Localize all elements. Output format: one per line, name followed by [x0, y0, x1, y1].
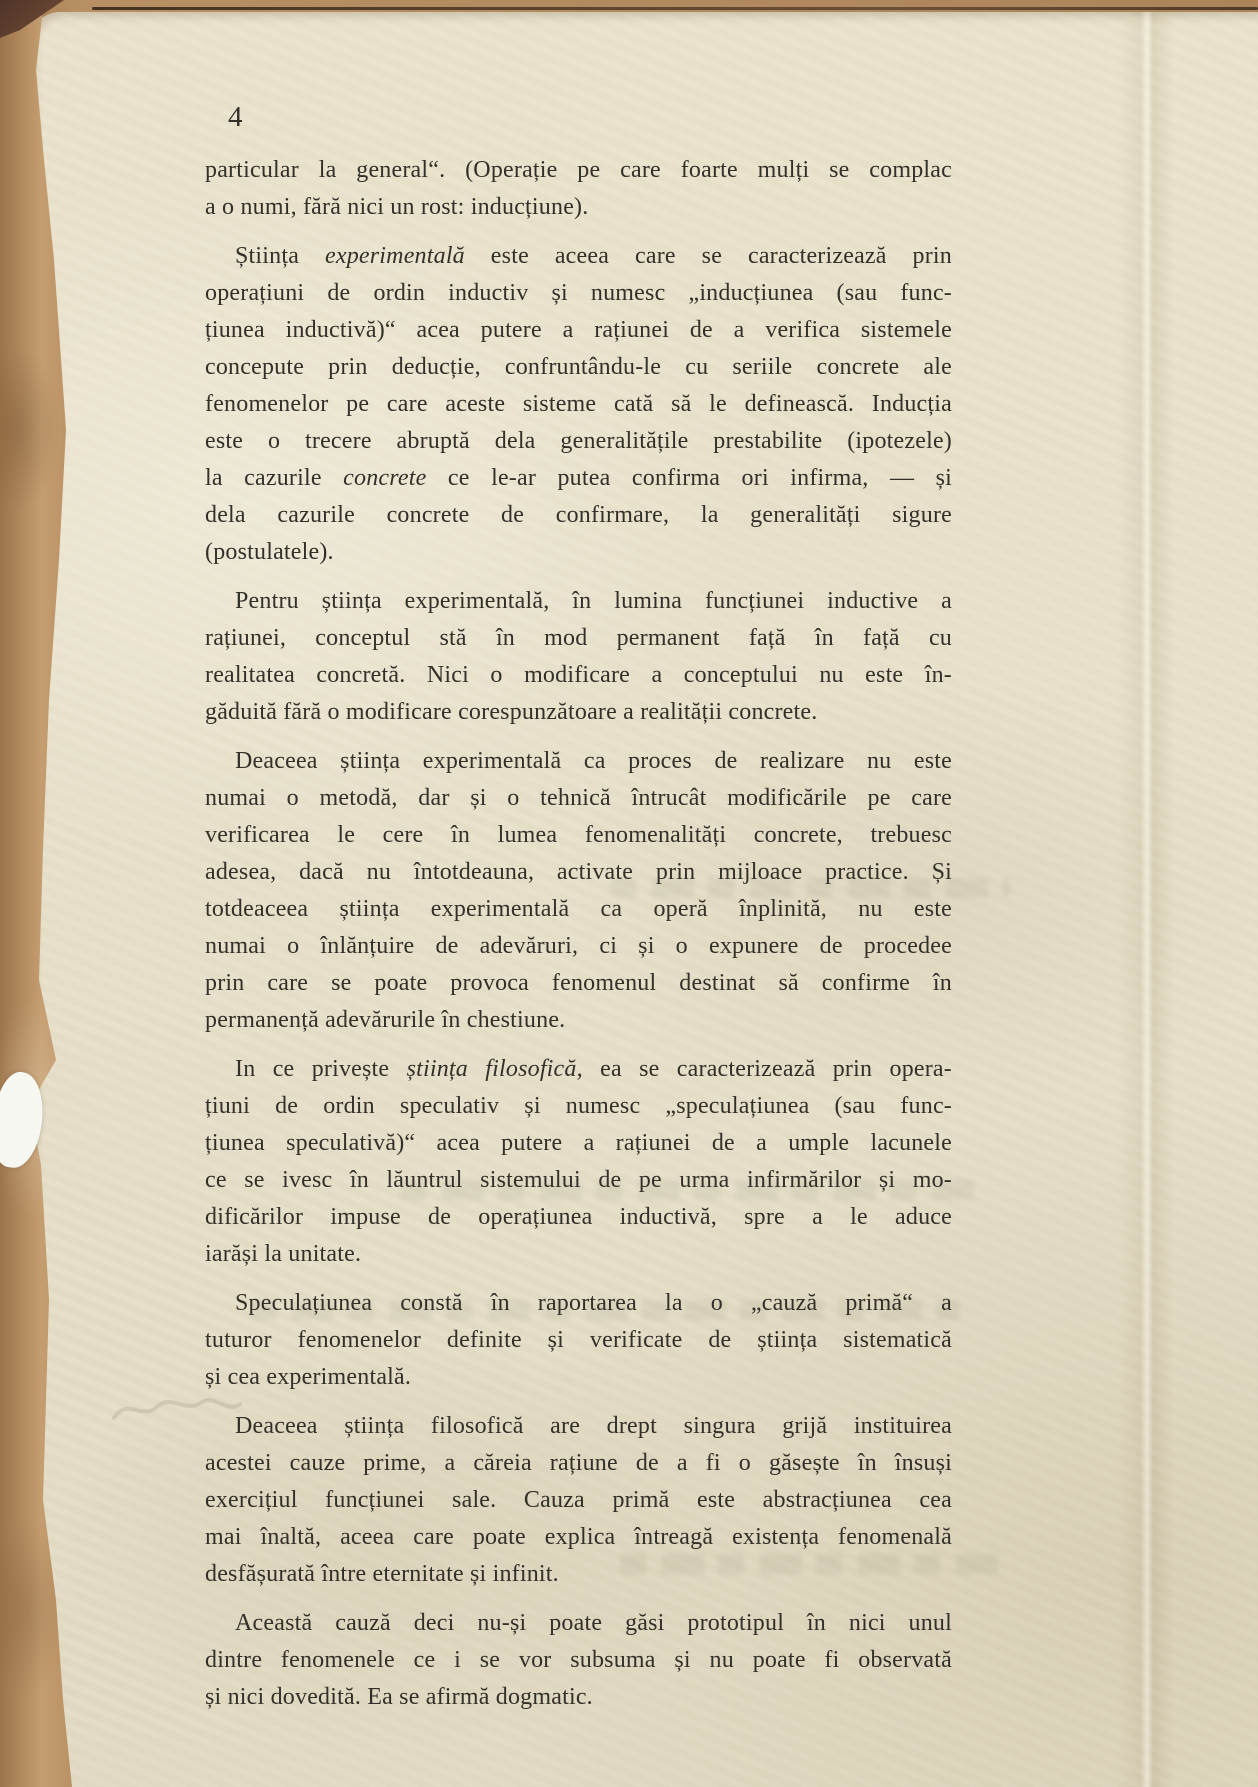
paragraph: [205, 1605, 952, 1716]
text-line: (postulatele).: [205, 539, 334, 565]
text-line: tuturor fenomenelor definite și verificate de știința sistematică: [205, 1327, 952, 1353]
paragraph: [205, 1408, 952, 1593]
text-line: dificărilor impuse de operațiunea inductivă, spre a le aduce: [205, 1204, 952, 1230]
text-line: țiuni de ordin speculativ și numesc „speculațiunea (sau func-: [205, 1093, 952, 1119]
text-line: permanență adevărurile în chestiune.: [205, 1007, 566, 1033]
page-top-edge-shadow: [92, 7, 1258, 10]
text-line: dintre fenomenele ce i se vor subsuma și nu poate fi observată: [205, 1647, 952, 1673]
text-line: acestei cauze prime, a căreia rațiune de a fi o găsește în însuși: [205, 1450, 952, 1476]
page-number: 4: [228, 101, 243, 133]
text-line: concepute prin deducție, confruntându-le cu seriile concrete ale: [205, 354, 952, 380]
text-line: numai o metodă, dar și o tehnică întrucât modificările pe care: [205, 785, 952, 811]
text-line: a o numi, fără nici un rost: inducțiune).: [205, 194, 589, 220]
text-line: țiunea inductivă)“ acea putere a rațiunei de a verifica sistemele: [205, 317, 952, 343]
text-line: realitatea concretă. Nici o modificare a conceptului nu este în-: [205, 662, 952, 688]
text-line: la cazurile concrete ce le-ar putea confirma ori infirma, — și: [205, 465, 952, 491]
text-line: Pentru știința experimentală, în lumina funcțiunei inductive a: [235, 588, 952, 614]
book-page: [30, 12, 1258, 1787]
text-line: totdeaceea știința experimentală ca operă înplinită, nu este: [205, 896, 952, 922]
text-line: și cea experimentală.: [205, 1364, 412, 1390]
text-line: țiunea speculativă)“ acea putere a rațiunei de a umple lacunele: [205, 1130, 952, 1156]
text-line: exercițiul funcțiunei sale. Cauza primă este abstracțiunea cea: [205, 1487, 952, 1513]
text-line: Știința experimentală este aceea care se caracterizează prin: [235, 243, 952, 269]
text-line: numai o înlănțuire de adevăruri, ci și o expunere de procedee: [205, 933, 952, 959]
paragraph: [205, 1051, 952, 1273]
text-line: mai înaltă, aceea care poate explica întreagă existența fenomenală: [205, 1524, 952, 1550]
text-line: adesea, dacă nu întotdeauna, activate prin mijloace practice. Și: [205, 859, 952, 885]
text-line: ce se ivesc în lăuntrul sistemului de pe urma infirmărilor și mo-: [205, 1167, 952, 1193]
text-line: operațiuni de ordin inductiv și numesc „inducțiunea (sau func-: [205, 280, 952, 306]
text-line: dela cazurile concrete de confirmare, la generalități sigure: [205, 502, 952, 528]
text-line: Deaceea știința filosofică are drept singura grijă instituirea: [235, 1413, 952, 1439]
paragraph: [205, 152, 952, 226]
paragraph: [205, 238, 952, 571]
text-line: și nici dovedită. Ea se afirmă dogmatic.: [205, 1684, 593, 1710]
text-line: iarăși la unitate.: [205, 1241, 362, 1267]
text-line: rațiunei, conceptul stă în mod permanent față în față cu: [205, 625, 952, 651]
text-line: Deaceea știința experimentală ca proces de realizare nu este: [235, 748, 952, 774]
text-block: [205, 152, 952, 1716]
text-line: prin care se poate provoca fenomenul destinat să confirme în: [205, 970, 952, 996]
text-line: In ce privește știința filosofică, ea se caracterizează prin opera-: [235, 1056, 952, 1082]
text-line: este o trecere abruptă dela generalitățile prestabilite (ipotezele): [205, 428, 952, 454]
text-line: Speculațiunea constă în raportarea la o „cauză primă“ a: [235, 1290, 952, 1316]
paragraph: [205, 743, 952, 1039]
text-line: fenomenelor pe care aceste sisteme cată să le definească. Inducția: [205, 391, 952, 417]
paragraph: [205, 583, 952, 731]
text-line: desfășurată între eternitate și infinit.: [205, 1561, 559, 1587]
vertical-crease: [1118, 12, 1174, 1787]
text-line: particular la general“. (Operație pe care foarte mulți se complac: [205, 157, 952, 183]
text-line: Această cauză deci nu-și poate găsi prototipul în nici unul: [235, 1610, 952, 1636]
text-line: verificarea le cere în lumea fenomenalități concrete, trebuesc: [205, 822, 952, 848]
text-line: găduită fără o modificare corespunzătoare a realității concrete.: [205, 699, 818, 725]
paragraph: [205, 1285, 952, 1396]
